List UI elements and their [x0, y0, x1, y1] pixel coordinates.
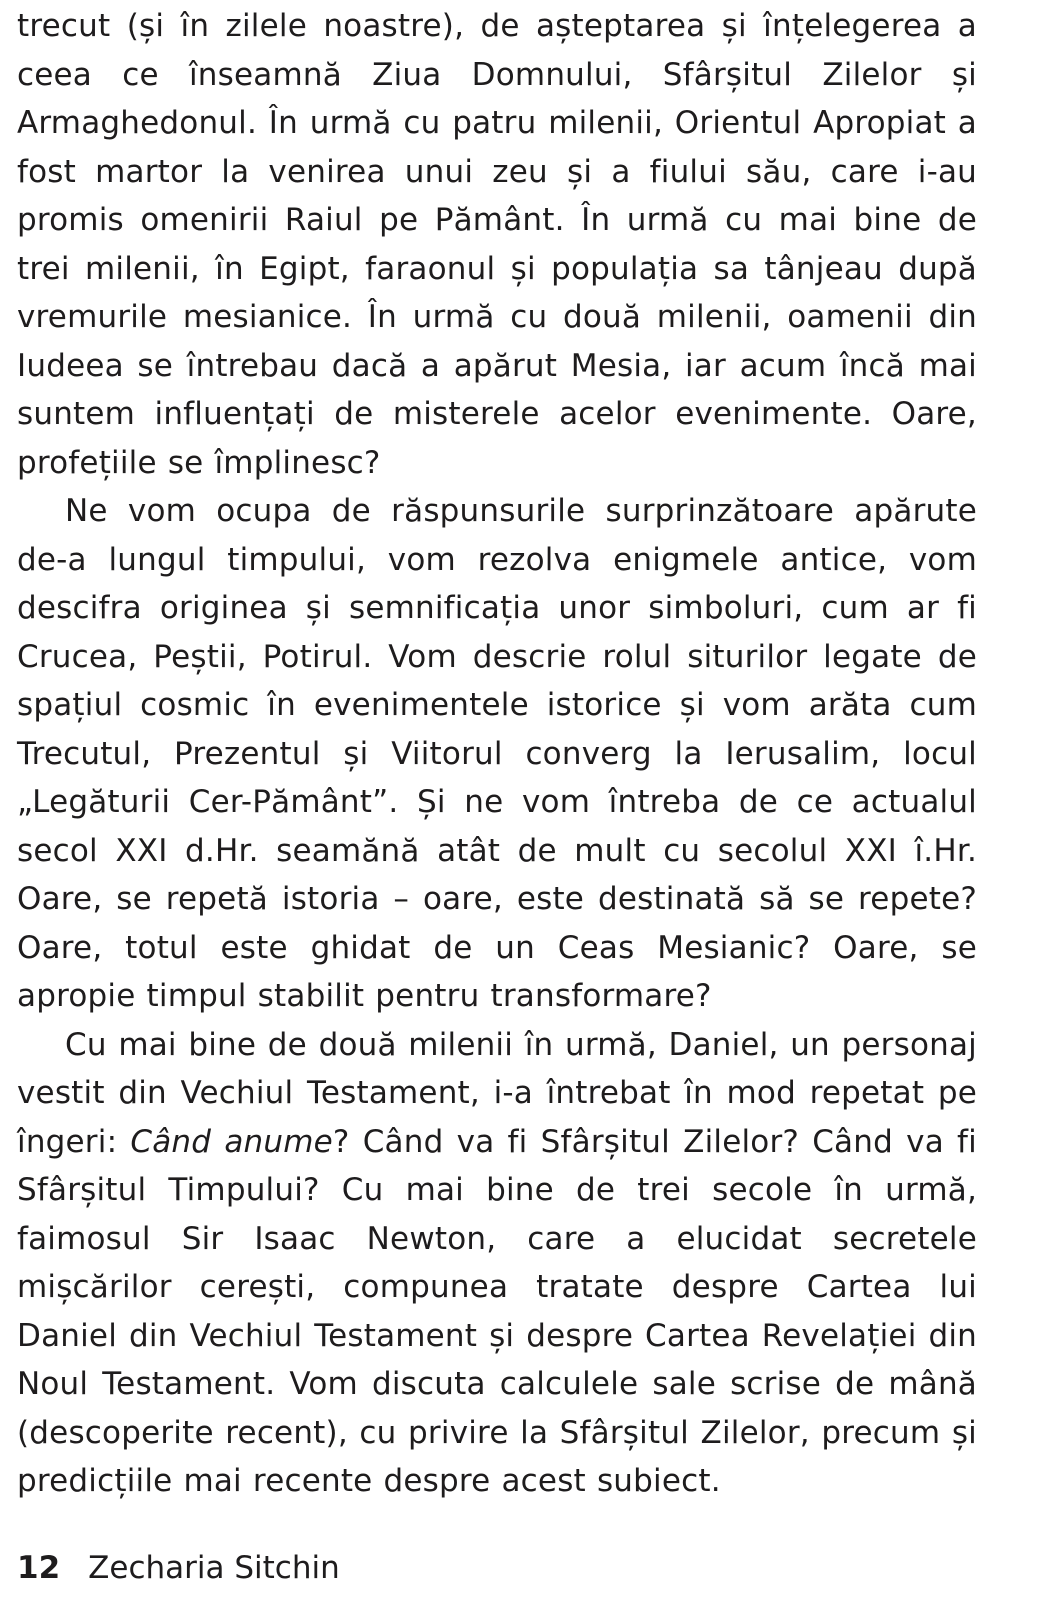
paragraph-3-text-end: ? Când va fi Sfârșitul Zilelor? Când va fi Sfârșitul Timpului? Cu mai bine de trei secole în urmă, faimosul Sir Isaac Newton, care a elucidat secretele mișcărilor cerești, compunea tratate despre Cartea lui Daniel din Vechiul Testament și despre Cartea Revelației din Noul Testament. Vom discuta calculele sale scrise de mână (descoperite recent), cu privire la Sfârșitul Zilelor, precum și predicțiile mai recente despre acest subiect. [17, 1123, 977, 1499]
paragraph-3-italic-phrase: Când anume [130, 1123, 333, 1160]
paragraph-2: Ne vom ocupa de răspunsurile surprinzătoare apărute de-a lungul timpului, vom rezolva enigmele antice, vom descifra originea și semnificația unor simboluri, cum ar fi Crucea, Peștii, Potirul. Vom descrie rolul siturilor legate de spațiul cosmic în evenimentele istorice și vom arăta cum Trecutul, Prezentul și Viitorul converg la Ierusalim, locul „Legăturii Cer-Pământ”. Și ne vom întreba de ce actualul secol XXI d.Hr. seamănă atât de mult cu secolul XXI î.Hr. Oare, se repetă istoria – oare, este destinată să se repete? Oare, totul este ghidat de un Ceas Mesianic? Oare, se apropie timpul stabilit pentru transformare? [17, 493, 977, 1014]
page-body [17, 2, 977, 1506]
paragraph-3-text-start: Cu mai bine de două milenii în urmă, Daniel, un personaj vestit din Vechiul Testament, i-a întrebat în mod repetat pe îngeri: [17, 1026, 977, 1160]
paragraph-3 [17, 1021, 977, 1506]
running-footer-author: Zecharia Sitchin [88, 1550, 340, 1586]
page-number: 12 [17, 1550, 61, 1586]
page-footer [17, 1548, 340, 1588]
paragraph-1: trecut (și în zilele noastre), de așteptarea și înțelegerea a ceea ce înseamnă Ziua Domnului, Sfârșitul Zilelor și Armaghedonul. În urmă cu patru milenii, Orientul Apropiat a fost martor la venirea unui zeu și a fiului său, care i-au promis omenirii Raiul pe Pământ. În urmă cu mai bine de trei milenii, în Egipt, faraonul și populația sa tânjeau după vremurile mesianice. În urmă cu două milenii, oamenii din Iudeea se întrebau dacă a apărut Mesia, iar acum încă mai suntem influențați de misterele acelor evenimente. Oare, profețiile se împlinesc? [17, 8, 977, 481]
